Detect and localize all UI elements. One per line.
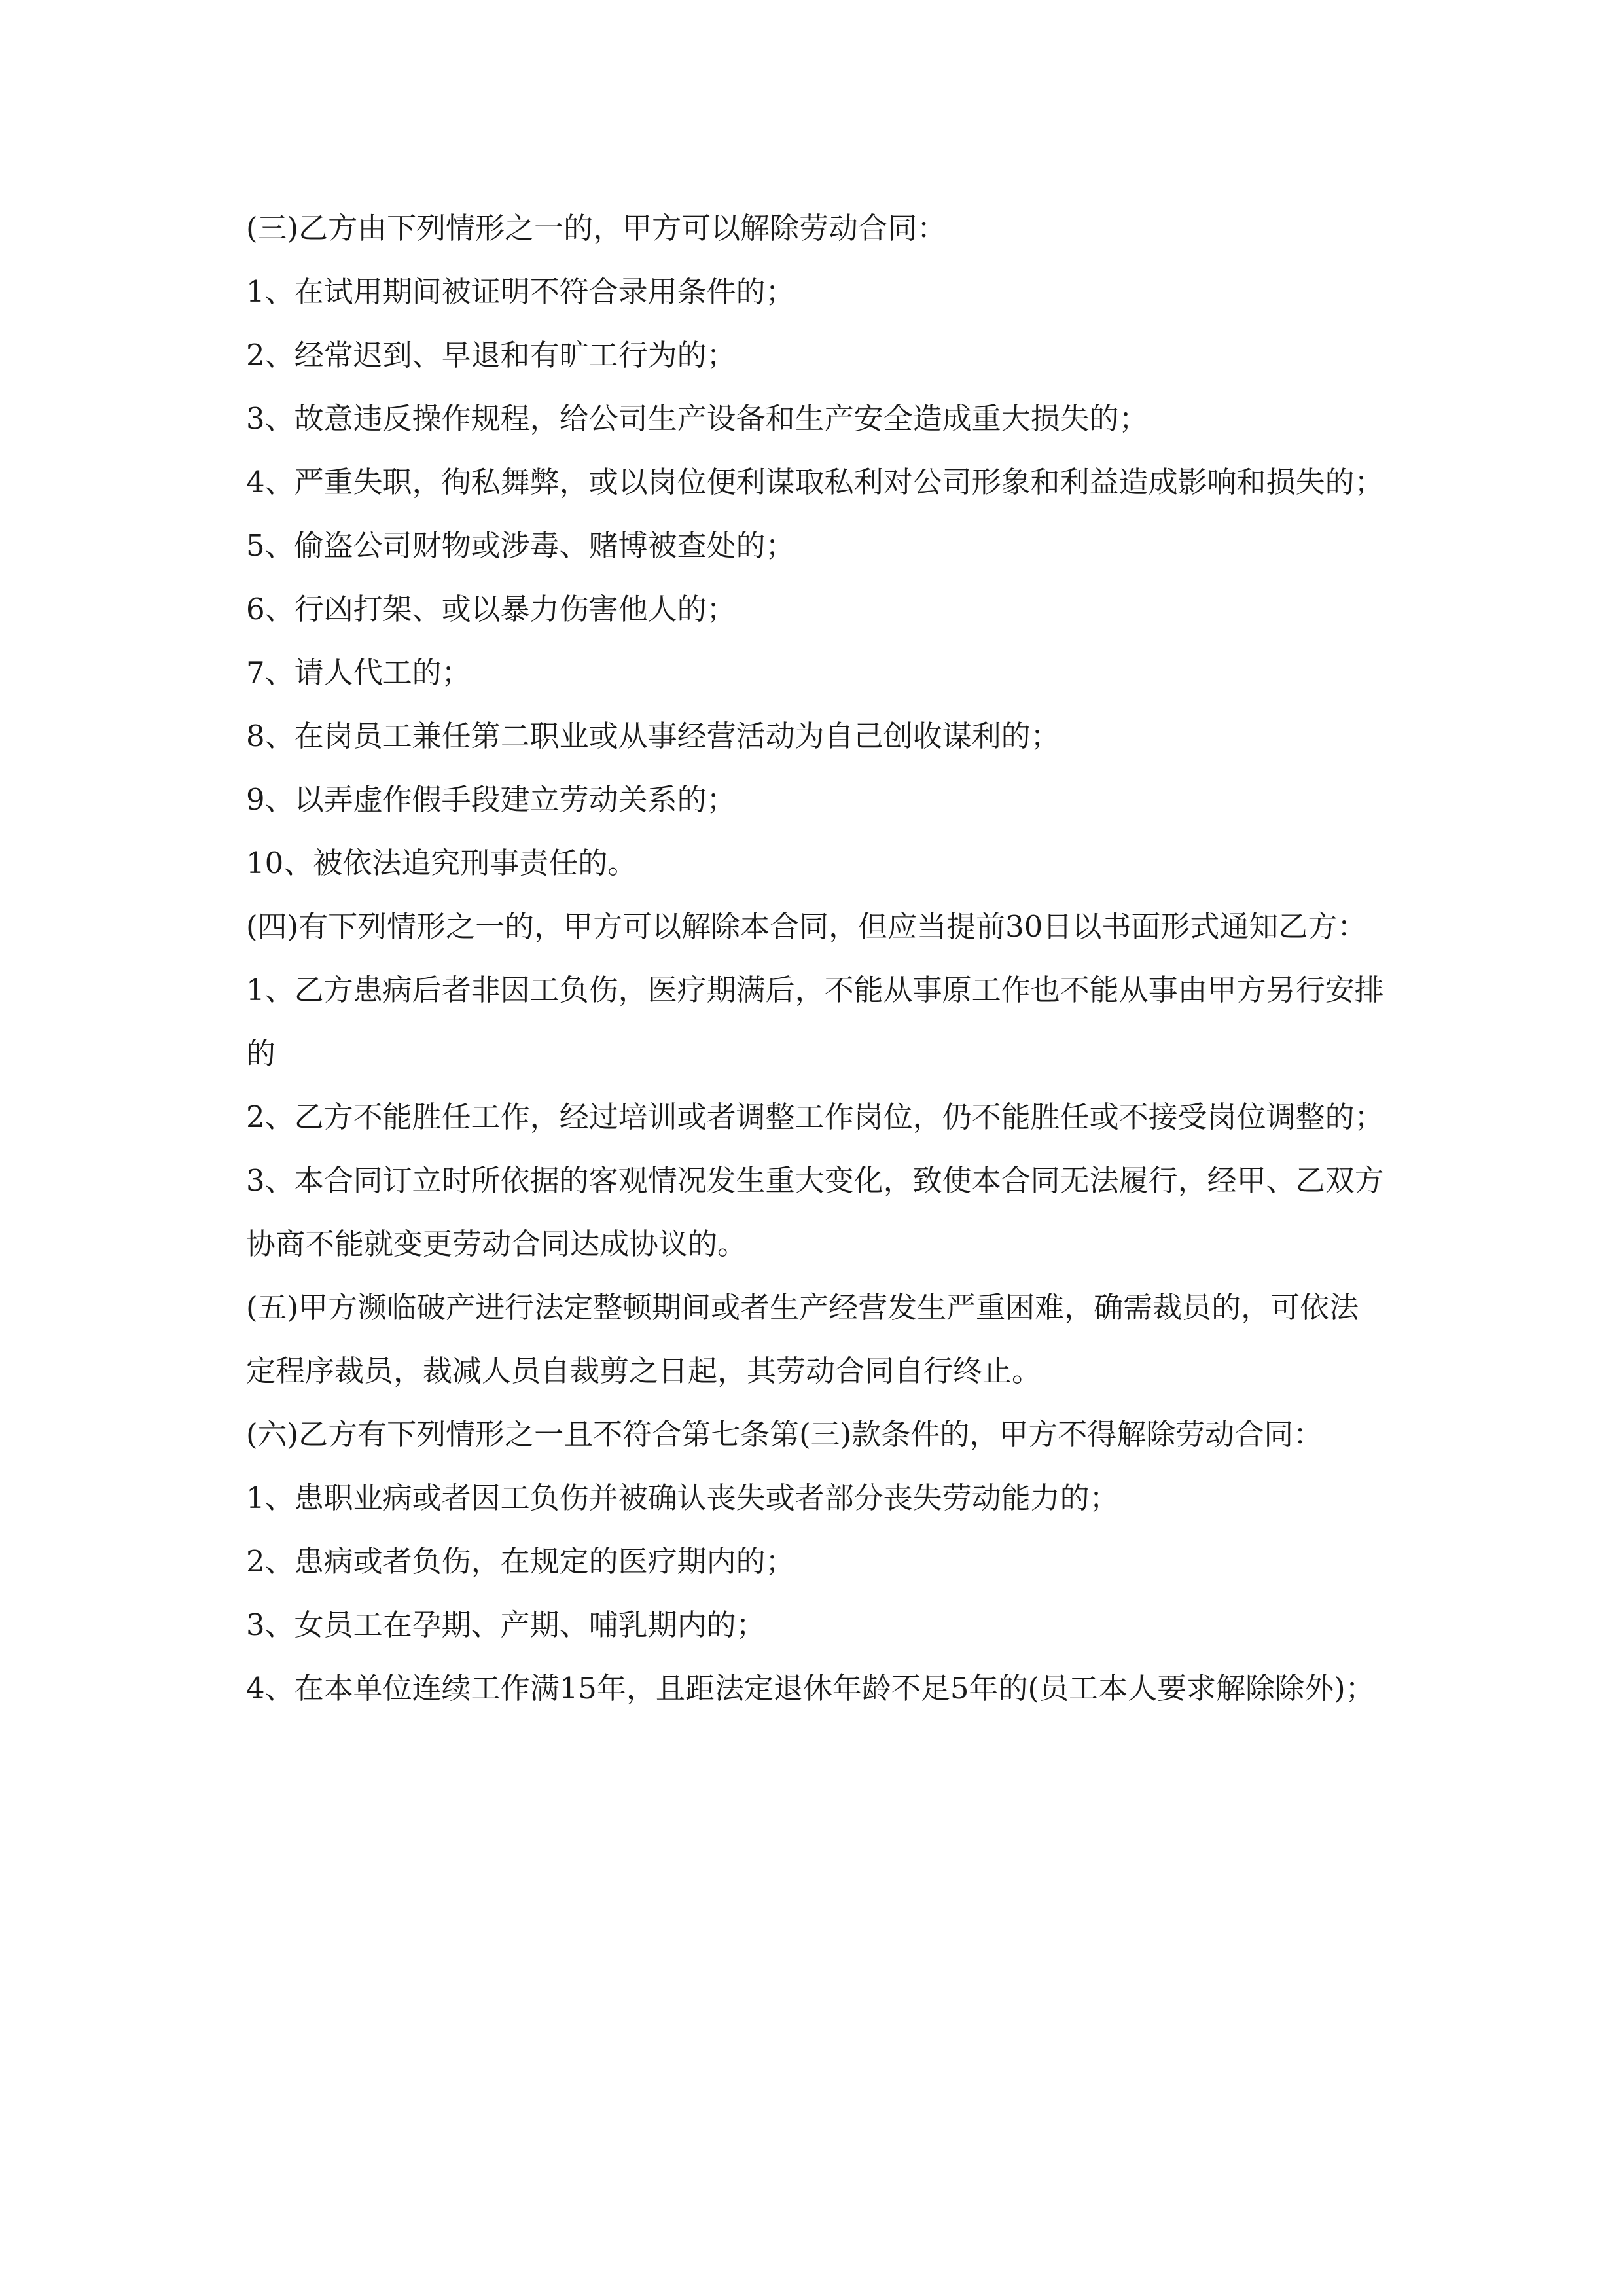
paragraph-item: 3、故意违反操作规程，给公司生产设备和生产安全造成重大损失的； xyxy=(246,401,1149,436)
paragraph-section-3-heading: (三)乙方由下列情形之一的，甲方可以解除劳动合同： xyxy=(246,211,947,245)
paragraph-item: 4、在本单位连续工作满15年，且距法定退休年龄不足5年的(员工本人要求解除除外)； xyxy=(246,1671,1375,1706)
paragraph-item: 1、患职业病或者因工负伤并被确认丧失或者部分丧失劳动能力的； xyxy=(246,1480,1119,1515)
paragraph-item: 6、行凶打架、或以暴力伤害他人的； xyxy=(246,592,736,626)
paragraph-section-6-heading: (六)乙方有下列情形之一且不符合第七条第(三)款条件的，甲方不得解除劳动合同： xyxy=(246,1417,1323,1452)
paragraph-item: 9、以弄虚作假手段建立劳动关系的； xyxy=(246,782,736,817)
paragraph-item: 5、偷盗公司财物或涉毒、赌博被查处的； xyxy=(246,528,795,563)
paragraph-item: 3、本合同订立时所依据的客观情况发生重大变化，致使本合同无法履行，经甲、乙双方协商不能就变更劳动合同达成协议的。 xyxy=(246,1163,1384,1261)
paragraph-item: 4、严重失职，徇私舞弊，或以岗位便利谋取私利对公司形象和利益造成影响和损失的； xyxy=(246,465,1384,499)
paragraph-item: 2、经常迟到、早退和有旷工行为的； xyxy=(246,338,736,372)
paragraph-item: 10、被依法追究刑事责任的。 xyxy=(246,846,637,880)
paragraph-item: 7、请人代工的； xyxy=(246,655,471,690)
document-body xyxy=(246,196,1385,1720)
paragraph-item: 2、乙方不能胜任工作，经过培训或者调整工作岗位，仍不能胜任或不接受岗位调整的； xyxy=(246,1100,1384,1134)
paragraph-item: 1、在试用期间被证明不符合录用条件的； xyxy=(246,274,795,309)
paragraph-item: 8、在岗员工兼任第二职业或从事经营活动为自己创收谋利的； xyxy=(246,719,1060,753)
paragraph-section-5: (五)甲方濒临破产进行法定整顿期间或者生产经营发生严重困难，确需裁员的，可依法定程序裁员，裁减人员自裁剪之日起，其劳动合同自行终止。 xyxy=(246,1290,1359,1388)
paragraph-item: 3、女员工在孕期、产期、哺乳期内的； xyxy=(246,1607,766,1642)
paragraph-item: 1、乙方患病后者非因工负伤，医疗期满后，不能从事原工作也不能从事由甲方另行安排的 xyxy=(246,973,1384,1071)
paragraph-item: 2、患病或者负伤，在规定的医疗期内的； xyxy=(246,1544,795,1579)
paragraph-section-4-heading: (四)有下列情形之一的，甲方可以解除本合同，但应当提前30日以书面形式通知乙方： xyxy=(246,909,1367,944)
